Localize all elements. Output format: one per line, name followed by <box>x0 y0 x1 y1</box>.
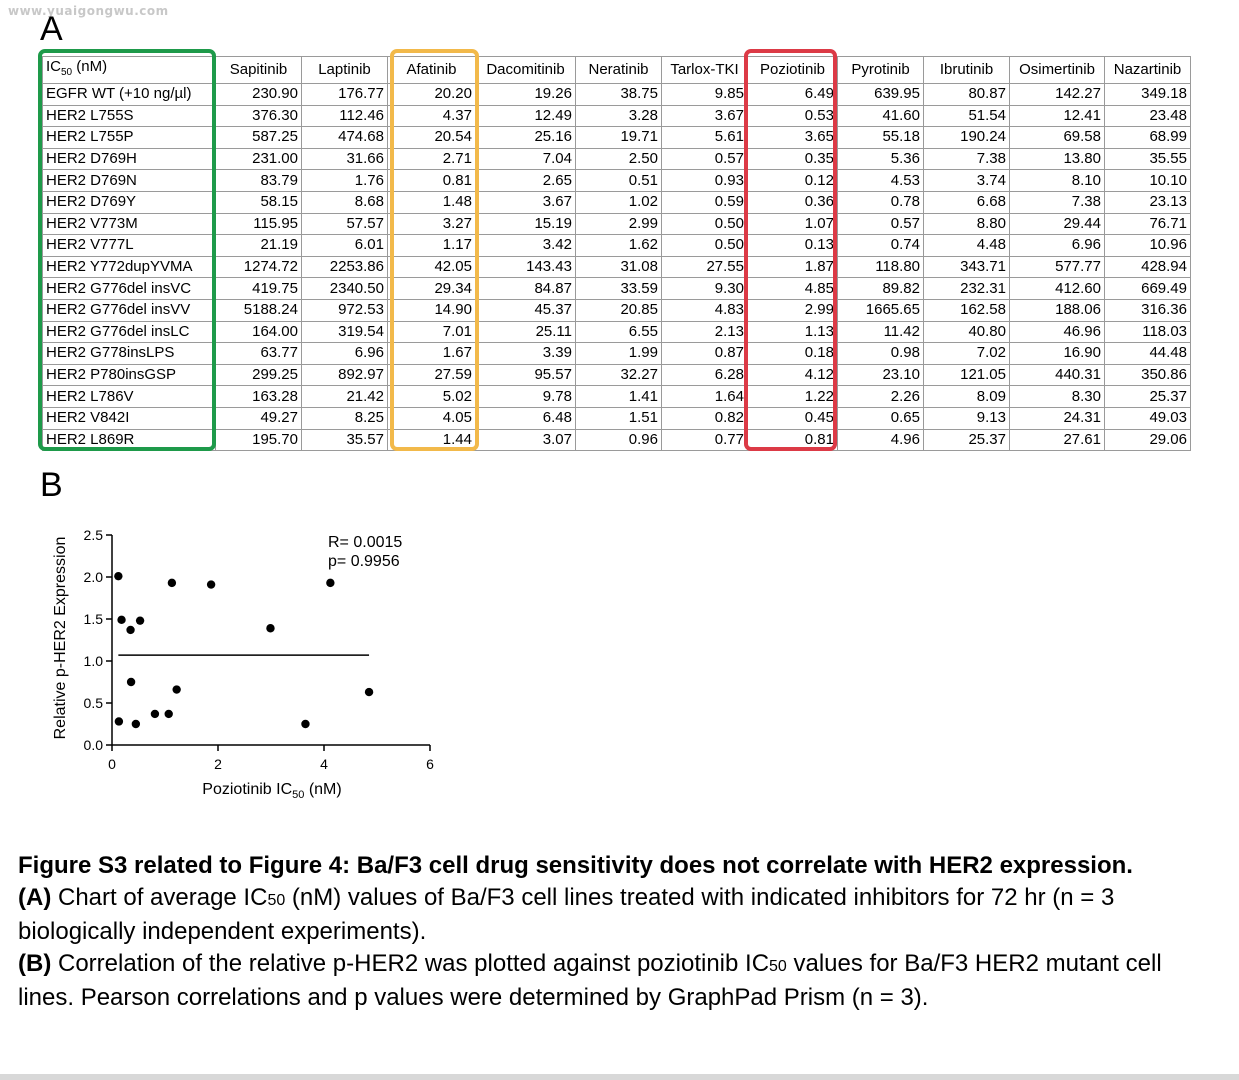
table-header-ibrutinib: Ibrutinib <box>924 57 1010 84</box>
table-cell: 2.13 <box>662 321 748 343</box>
table-cell: 33.59 <box>576 278 662 300</box>
table-row <box>43 105 1191 127</box>
row-label: EGFR WT (+10 ng/µl) <box>43 84 216 106</box>
table-cell: 23.48 <box>1105 105 1191 127</box>
table-cell: 188.06 <box>1010 299 1105 321</box>
row-label: HER2 D769N <box>43 170 216 192</box>
table-header-osimertinib: Osimertinib <box>1010 57 1105 84</box>
table-cell: 16.90 <box>1010 343 1105 365</box>
table-cell: 190.24 <box>924 127 1010 149</box>
table-cell: 24.31 <box>1010 407 1105 429</box>
table-cell: 1.41 <box>576 386 662 408</box>
table-cell: 8.68 <box>302 191 388 213</box>
bottom-scrollbar-strip <box>0 1074 1239 1080</box>
table-cell: 0.53 <box>748 105 838 127</box>
table-cell: 23.10 <box>838 364 924 386</box>
table-row <box>43 386 1191 408</box>
row-label: HER2 G776del insLC <box>43 321 216 343</box>
row-label: HER2 V773M <box>43 213 216 235</box>
table-cell: 49.27 <box>216 407 302 429</box>
table-cell: 42.05 <box>388 256 476 278</box>
table-cell: 299.25 <box>216 364 302 386</box>
table-cell: 9.85 <box>662 84 748 106</box>
table-cell: 4.05 <box>388 407 476 429</box>
scatter-point <box>207 580 215 588</box>
scatter-point <box>117 616 125 624</box>
scatter-point <box>127 678 135 686</box>
table-cell: 1.99 <box>576 343 662 365</box>
x-tick-label: 2 <box>214 756 222 772</box>
table-cell: 0.18 <box>748 343 838 365</box>
scatter-point <box>301 720 309 728</box>
table-row <box>43 299 1191 321</box>
table-header-row <box>43 57 1191 84</box>
table-cell: 319.54 <box>302 321 388 343</box>
table-cell: 10.96 <box>1105 235 1191 257</box>
table-cell: 972.53 <box>302 299 388 321</box>
table-cell: 31.66 <box>302 148 388 170</box>
table-cell: 162.58 <box>924 299 1010 321</box>
y-tick-label: 1.0 <box>83 653 103 669</box>
table-cell: 419.75 <box>216 278 302 300</box>
table-cell: 176.77 <box>302 84 388 106</box>
table-cell: 2.50 <box>576 148 662 170</box>
table-cell: 164.00 <box>216 321 302 343</box>
x-tick-label: 6 <box>426 756 434 772</box>
caption-title: Figure S3 related to Figure 4: Ba/F3 cell drug sensitivity does not correlate with HER2 expression. <box>18 852 1133 879</box>
table-cell: 35.57 <box>302 429 388 451</box>
table-row <box>43 235 1191 257</box>
table-cell: 2.71 <box>388 148 476 170</box>
x-tick-label: 0 <box>108 756 116 772</box>
table-cell: 3.39 <box>476 343 576 365</box>
table-cell: 3.42 <box>476 235 576 257</box>
table-cell: 7.38 <box>1010 191 1105 213</box>
panel-a-label: A <box>40 10 63 48</box>
table-cell: 376.30 <box>216 105 302 127</box>
table-cell: 118.80 <box>838 256 924 278</box>
row-label: HER2 L755P <box>43 127 216 149</box>
table-cell: 4.85 <box>748 278 838 300</box>
row-label: HER2 D769Y <box>43 191 216 213</box>
table-cell: 8.80 <box>924 213 1010 235</box>
table-cell: 0.93 <box>662 170 748 192</box>
table-cell: 20.20 <box>388 84 476 106</box>
table-cell: 118.03 <box>1105 321 1191 343</box>
row-label: HER2 L786V <box>43 386 216 408</box>
table-cell: 195.70 <box>216 429 302 451</box>
table-cell: 11.42 <box>838 321 924 343</box>
table-cell: 3.67 <box>476 191 576 213</box>
table-cell: 5.61 <box>662 127 748 149</box>
table-cell: 27.59 <box>388 364 476 386</box>
table-cell: 474.68 <box>302 127 388 149</box>
table-cell: 2253.86 <box>302 256 388 278</box>
panel-b-label: B <box>40 466 63 504</box>
table-cell: 10.10 <box>1105 170 1191 192</box>
scatter-point <box>365 688 373 696</box>
table-cell: 115.95 <box>216 213 302 235</box>
table-cell: 7.01 <box>388 321 476 343</box>
table-cell: 639.95 <box>838 84 924 106</box>
table-cell: 1.48 <box>388 191 476 213</box>
annotation-p-value: p= 0.9956 <box>328 553 400 570</box>
table-cell: 1.62 <box>576 235 662 257</box>
table-cell: 230.90 <box>216 84 302 106</box>
table-cell: 49.03 <box>1105 407 1191 429</box>
table-cell: 112.46 <box>302 105 388 127</box>
table-row <box>43 148 1191 170</box>
table-row <box>43 364 1191 386</box>
table-cell: 8.10 <box>1010 170 1105 192</box>
table-cell: 0.12 <box>748 170 838 192</box>
y-tick-label: 0.5 <box>83 695 103 711</box>
table-cell: 4.37 <box>388 105 476 127</box>
table-cell: 440.31 <box>1010 364 1105 386</box>
table-cell: 1.22 <box>748 386 838 408</box>
table-row <box>43 191 1191 213</box>
table-cell: 3.27 <box>388 213 476 235</box>
table-cell: 58.15 <box>216 191 302 213</box>
table-cell: 7.04 <box>476 148 576 170</box>
scatter-point <box>168 579 176 587</box>
table-cell: 0.57 <box>662 148 748 170</box>
y-tick-label: 2.5 <box>83 527 103 543</box>
table-cell: 343.71 <box>924 256 1010 278</box>
table-cell: 4.53 <box>838 170 924 192</box>
table-cell: 121.05 <box>924 364 1010 386</box>
table-header-afatinib: Afatinib <box>388 57 476 84</box>
table-cell: 84.87 <box>476 278 576 300</box>
table-cell: 6.55 <box>576 321 662 343</box>
table-cell: 1665.65 <box>838 299 924 321</box>
table-cell: 21.19 <box>216 235 302 257</box>
scatter-point <box>136 616 144 624</box>
scatter-point <box>172 685 180 693</box>
table-cell: 9.30 <box>662 278 748 300</box>
row-label: HER2 G778insLPS <box>43 343 216 365</box>
table-cell: 587.25 <box>216 127 302 149</box>
row-label: HER2 L869R <box>43 429 216 451</box>
table-cell: 3.28 <box>576 105 662 127</box>
table-cell: 5.36 <box>838 148 924 170</box>
table-cell: 68.99 <box>1105 127 1191 149</box>
row-label: HER2 V842I <box>43 407 216 429</box>
table-cell: 4.48 <box>924 235 1010 257</box>
table-cell: 9.13 <box>924 407 1010 429</box>
table-cell: 6.68 <box>924 191 1010 213</box>
table-cell: 5.02 <box>388 386 476 408</box>
table-cell: 25.37 <box>924 429 1010 451</box>
table-cell: 29.44 <box>1010 213 1105 235</box>
table-cell: 83.79 <box>216 170 302 192</box>
table-cell: 0.77 <box>662 429 748 451</box>
table-row <box>43 170 1191 192</box>
table-cell: 12.41 <box>1010 105 1105 127</box>
table-cell: 23.13 <box>1105 191 1191 213</box>
table-cell: 0.50 <box>662 213 748 235</box>
row-label: HER2 L755S <box>43 105 216 127</box>
table-cell: 143.43 <box>476 256 576 278</box>
table-cell: 1.02 <box>576 191 662 213</box>
table-cell: 6.01 <box>302 235 388 257</box>
table-cell: 20.85 <box>576 299 662 321</box>
table-header-pyrotinib: Pyrotinib <box>838 57 924 84</box>
scatter-point <box>132 720 140 728</box>
table-cell: 51.54 <box>924 105 1010 127</box>
scatter-point <box>266 624 274 632</box>
table-cell: 41.60 <box>838 105 924 127</box>
y-tick-label: 1.5 <box>83 611 103 627</box>
y-axis-label: Relative p-HER2 Expression <box>52 536 69 740</box>
table-cell: 40.80 <box>924 321 1010 343</box>
table-cell: 0.59 <box>662 191 748 213</box>
row-label: HER2 D769H <box>43 148 216 170</box>
table-cell: 6.96 <box>302 343 388 365</box>
table-cell: 12.49 <box>476 105 576 127</box>
table-cell: 27.61 <box>1010 429 1105 451</box>
table-cell: 14.90 <box>388 299 476 321</box>
table-cell: 1.07 <box>748 213 838 235</box>
table-header-neratinib: Neratinib <box>576 57 662 84</box>
table-cell: 46.96 <box>1010 321 1105 343</box>
table-cell: 2.99 <box>576 213 662 235</box>
table-cell: 232.31 <box>924 278 1010 300</box>
table-row <box>43 429 1191 451</box>
table-cell: 25.37 <box>1105 386 1191 408</box>
table-cell: 349.18 <box>1105 84 1191 106</box>
table-cell: 0.87 <box>662 343 748 365</box>
scatter-point <box>165 710 173 718</box>
row-label: HER2 V777L <box>43 235 216 257</box>
row-label: HER2 G776del insVC <box>43 278 216 300</box>
table-cell: 428.94 <box>1105 256 1191 278</box>
plot-marks <box>114 572 373 728</box>
table-cell: 25.16 <box>476 127 576 149</box>
table-header-tarlox-tki: Tarlox-TKI <box>662 57 748 84</box>
table-cell: 8.30 <box>1010 386 1105 408</box>
table-cell: 0.81 <box>748 429 838 451</box>
table-cell: 89.82 <box>838 278 924 300</box>
table-cell: 0.51 <box>576 170 662 192</box>
table-row <box>43 321 1191 343</box>
table-header-poziotinib: Poziotinib <box>748 57 838 84</box>
table-cell: 4.96 <box>838 429 924 451</box>
table-cell: 0.65 <box>838 407 924 429</box>
table-cell: 0.57 <box>838 213 924 235</box>
table-cell: 35.55 <box>1105 148 1191 170</box>
x-tick-label: 4 <box>320 756 328 772</box>
table-cell: 2.26 <box>838 386 924 408</box>
table-cell: 21.42 <box>302 386 388 408</box>
scatter-point <box>114 572 122 580</box>
table-cell: 142.27 <box>1010 84 1105 106</box>
x-axis-label: Poziotinib $IC_{50}$ (nM) <box>202 781 342 801</box>
table-cell: 9.78 <box>476 386 576 408</box>
row-label: HER2 P780insGSP <box>43 364 216 386</box>
table-cell: 0.82 <box>662 407 748 429</box>
table-cell: 57.57 <box>302 213 388 235</box>
table-header-laptinib: Laptinib <box>302 57 388 84</box>
watermark-text: www.yuaigongwu.com <box>8 4 169 18</box>
table-cell: 1.51 <box>576 407 662 429</box>
table-cell: 1274.72 <box>216 256 302 278</box>
table-cell: 13.80 <box>1010 148 1105 170</box>
table-cell: 0.50 <box>662 235 748 257</box>
table-row <box>43 127 1191 149</box>
scatter-point <box>126 626 134 634</box>
table-row <box>43 407 1191 429</box>
table-cell: 63.77 <box>216 343 302 365</box>
table-cell: 2.65 <box>476 170 576 192</box>
table-cell: 0.35 <box>748 148 838 170</box>
table-cell: 7.38 <box>924 148 1010 170</box>
table-cell: 3.07 <box>476 429 576 451</box>
table-cell: 231.00 <box>216 148 302 170</box>
table-cell: 3.65 <box>748 127 838 149</box>
table-cell: 5188.24 <box>216 299 302 321</box>
table-cell: 6.49 <box>748 84 838 106</box>
table-cell: 29.06 <box>1105 429 1191 451</box>
table-cell: 80.87 <box>924 84 1010 106</box>
table-cell: 44.48 <box>1105 343 1191 365</box>
table-cell: 6.48 <box>476 407 576 429</box>
table-cell: 412.60 <box>1010 278 1105 300</box>
table-cell: 19.26 <box>476 84 576 106</box>
table-header-sapitinib: Sapitinib <box>216 57 302 84</box>
y-tick-label: 0.0 <box>83 737 103 753</box>
table-cell: 669.49 <box>1105 278 1191 300</box>
table-cell: 4.12 <box>748 364 838 386</box>
table-cell: 6.28 <box>662 364 748 386</box>
table-row <box>43 213 1191 235</box>
table-cell: 0.98 <box>838 343 924 365</box>
table-cell: 6.96 <box>1010 235 1105 257</box>
table-cell: 2.99 <box>748 299 838 321</box>
table-cell: 55.18 <box>838 127 924 149</box>
table-cell: 25.11 <box>476 321 576 343</box>
y-tick-label: 2.0 <box>83 569 103 585</box>
table-cell: 163.28 <box>216 386 302 408</box>
table-cell: 4.83 <box>662 299 748 321</box>
table-cell: 0.13 <box>748 235 838 257</box>
table-cell: 8.09 <box>924 386 1010 408</box>
table-header-dacomitinib: Dacomitinib <box>476 57 576 84</box>
table-row <box>43 278 1191 300</box>
table-row <box>43 84 1191 106</box>
scatter-point <box>115 717 123 725</box>
table-cell: 45.37 <box>476 299 576 321</box>
ic50-table-container <box>42 56 1191 451</box>
table-cell: 8.25 <box>302 407 388 429</box>
table-cell: 1.44 <box>388 429 476 451</box>
table-cell: 15.19 <box>476 213 576 235</box>
table-cell: 0.45 <box>748 407 838 429</box>
table-cell: 1.17 <box>388 235 476 257</box>
table-cell: 1.64 <box>662 386 748 408</box>
row-label: HER2 G776del insVV <box>43 299 216 321</box>
table-cell: 69.58 <box>1010 127 1105 149</box>
table-cell: 3.67 <box>662 105 748 127</box>
table-cell: 0.96 <box>576 429 662 451</box>
caption-panel-a: (A) Chart of average IC50 (nM) values of Ba/F3 cell lines treated with indicated inhibitors for 72 hr (n = 3 biologically independent experiments). <box>18 883 1115 945</box>
table-header-ic50: $IC_{50}$ (nM) <box>43 57 216 84</box>
table-header-nazartinib: Nazartinib <box>1105 57 1191 84</box>
table-cell: 20.54 <box>388 127 476 149</box>
table-row <box>43 256 1191 278</box>
scatter-point <box>151 710 159 718</box>
table-cell: 1.13 <box>748 321 838 343</box>
table-cell: 2340.50 <box>302 278 388 300</box>
table-cell: 1.67 <box>388 343 476 365</box>
table-cell: 316.36 <box>1105 299 1191 321</box>
table-cell: 19.71 <box>576 127 662 149</box>
table-cell: 3.74 <box>924 170 1010 192</box>
figure-caption <box>18 850 1223 1014</box>
table-cell: 29.34 <box>388 278 476 300</box>
table-cell: 27.55 <box>662 256 748 278</box>
table-cell: 892.97 <box>302 364 388 386</box>
table-cell: 0.36 <box>748 191 838 213</box>
table-cell: 7.02 <box>924 343 1010 365</box>
annotation-r-value: R= 0.0015 <box>328 534 403 551</box>
scatter-plot <box>40 515 460 815</box>
table-cell: 0.74 <box>838 235 924 257</box>
caption-panel-b: (B) Correlation of the relative p-HER2 was plotted against poziotinib IC50 values for Ba/F3 HER2 mutant cell lines. Pearson correlations and p values were determined by GraphPad Prism (n = 3). <box>18 949 1162 1011</box>
table-cell: 31.08 <box>576 256 662 278</box>
row-label: HER2 Y772dupYVMA <box>43 256 216 278</box>
table-cell: 0.78 <box>838 191 924 213</box>
table-cell: 38.75 <box>576 84 662 106</box>
table-cell: 32.27 <box>576 364 662 386</box>
table-cell: 1.76 <box>302 170 388 192</box>
table-row <box>43 343 1191 365</box>
table-cell: 350.86 <box>1105 364 1191 386</box>
table-cell: 0.81 <box>388 170 476 192</box>
table-cell: 577.77 <box>1010 256 1105 278</box>
table-cell: 1.87 <box>748 256 838 278</box>
ic50-table <box>42 56 1191 451</box>
scatter-point <box>326 579 334 587</box>
table-cell: 95.57 <box>476 364 576 386</box>
table-cell: 76.71 <box>1105 213 1191 235</box>
